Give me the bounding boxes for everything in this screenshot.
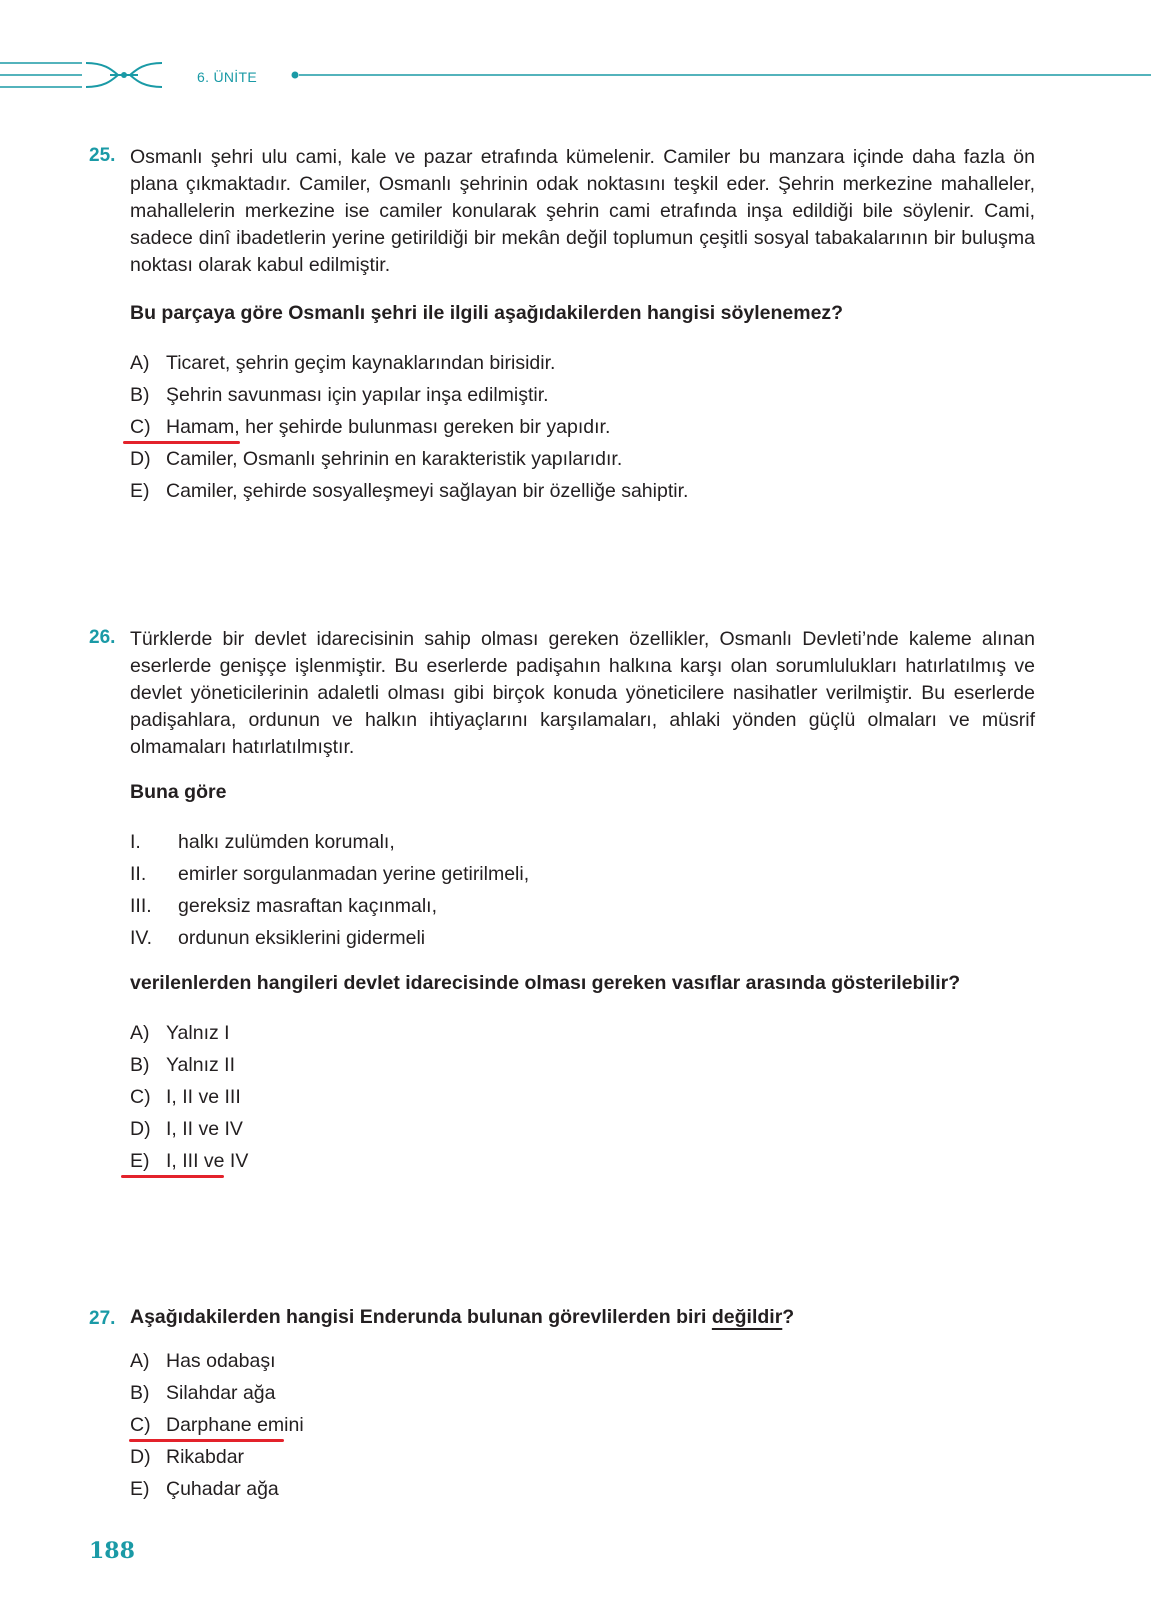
option-a[interactable]: A) Yalnız I (130, 1022, 230, 1044)
answer-underline-mark (123, 441, 240, 444)
question-prompt: Bu parçaya göre Osmanlı şehri ile ilgili aşağıdakilerden hangisi söylenemez? (130, 302, 844, 324)
option-e[interactable]: E) Çuhadar ağa (130, 1478, 279, 1500)
option-b[interactable]: B) Şehrin savunması için yapılar inşa edilmiştir. (130, 384, 549, 406)
emphasized-word: değildir (711, 1306, 783, 1328)
page-header (0, 58, 1151, 98)
option-b[interactable]: B) Yalnız II (130, 1054, 236, 1076)
option-c[interactable]: C) I, II ve III (130, 1086, 241, 1108)
answer-underline-mark (129, 1439, 284, 1442)
question-prompt: Aşağıdakilerden hangisi Enderunda bulunan görevlilerden biri değildir? (130, 1306, 795, 1328)
option-e[interactable]: E) I, III ve IV (130, 1150, 249, 1172)
option-c[interactable]: C) Hamam, her şehirde bulunması gereken bir yapıdır. (130, 416, 611, 438)
header-ornament-icon (0, 58, 1151, 98)
answer-underline-mark (121, 1175, 224, 1178)
option-d[interactable]: D) Rikabdar (130, 1446, 245, 1468)
question-number: 27. (89, 1308, 116, 1329)
question-prompt: verilenlerden hangileri devlet idarecisinde olması gereken vasıflar arasında gösterilebilir? (130, 972, 961, 994)
question-number: 25. (89, 145, 116, 166)
statement-4: IV. ordunun eksiklerini gidermeli (130, 927, 426, 949)
option-d[interactable]: D) I, II ve IV (130, 1118, 243, 1140)
option-a[interactable]: A) Ticaret, şehrin geçim kaynaklarından birisidir. (130, 352, 556, 374)
question-paragraph: Osmanlı şehri ulu cami, kale ve pazar etrafında kümelenir. Camiler bu manzara içinde daha fazla ön plana çıkmaktadır. Camiler, Osmanlı şehrinin odak noktasını teşkil eder. Şehrin merkezine mahalleler, mahallelerin merkezine ise camiler konularak şehrin cami etrafında inşa edildiği bile söylenir. Cami, sadece dinî ibadetlerin yerine getirildiği bir mekân değil toplumun çeşitli sosyal tabakalarının bir buluşma noktası olarak kabul edilmiştir. (130, 146, 1035, 276)
statement-2: II. emirler sorgulanmadan yerine getirilmeli, (130, 863, 530, 885)
option-d[interactable]: D) Camiler, Osmanlı şehrinin en karakteristik yapılarıdır. (130, 448, 623, 470)
unit-label: 6. ÜNİTE (197, 69, 257, 85)
question-lead: Buna göre (130, 781, 227, 803)
statement-1: I. halkı zulümden korumalı, (130, 831, 395, 853)
page-number: 188 (89, 1538, 135, 1564)
option-a[interactable]: A) Has odabaşı (130, 1350, 276, 1372)
option-c[interactable]: C) Darphane emini (130, 1414, 304, 1436)
statement-3: III. gereksiz masraftan kaçınmalı, (130, 895, 438, 917)
question-number: 26. (89, 627, 116, 648)
option-b[interactable]: B) Silahdar ağa (130, 1382, 276, 1404)
question-paragraph: Türklerde bir devlet idarecisinin sahip olması gereken özellikler, Osmanlı Devleti’nde kaleme alınan eserlerde genişçe işlenmiştir. Bu eserlerde padişahın halkına karşı olan sorumlulukları hatırlatılmış ve devlet yöneticilerinin adaletli olması gibi birçok konuda yöneticilere nasihatler verilmiştir. Bu eserlerde padişahlara, ordunun ve halkın ihtiyaçlarını karşılamaları, ahlaki yönden güçlü olmaları ve müsrif olmamaları hatırlatılmıştır. (130, 628, 1035, 758)
option-e[interactable]: E) Camiler, şehirde sosyalleşmeyi sağlayan bir özelliğe sahiptir. (130, 480, 689, 502)
